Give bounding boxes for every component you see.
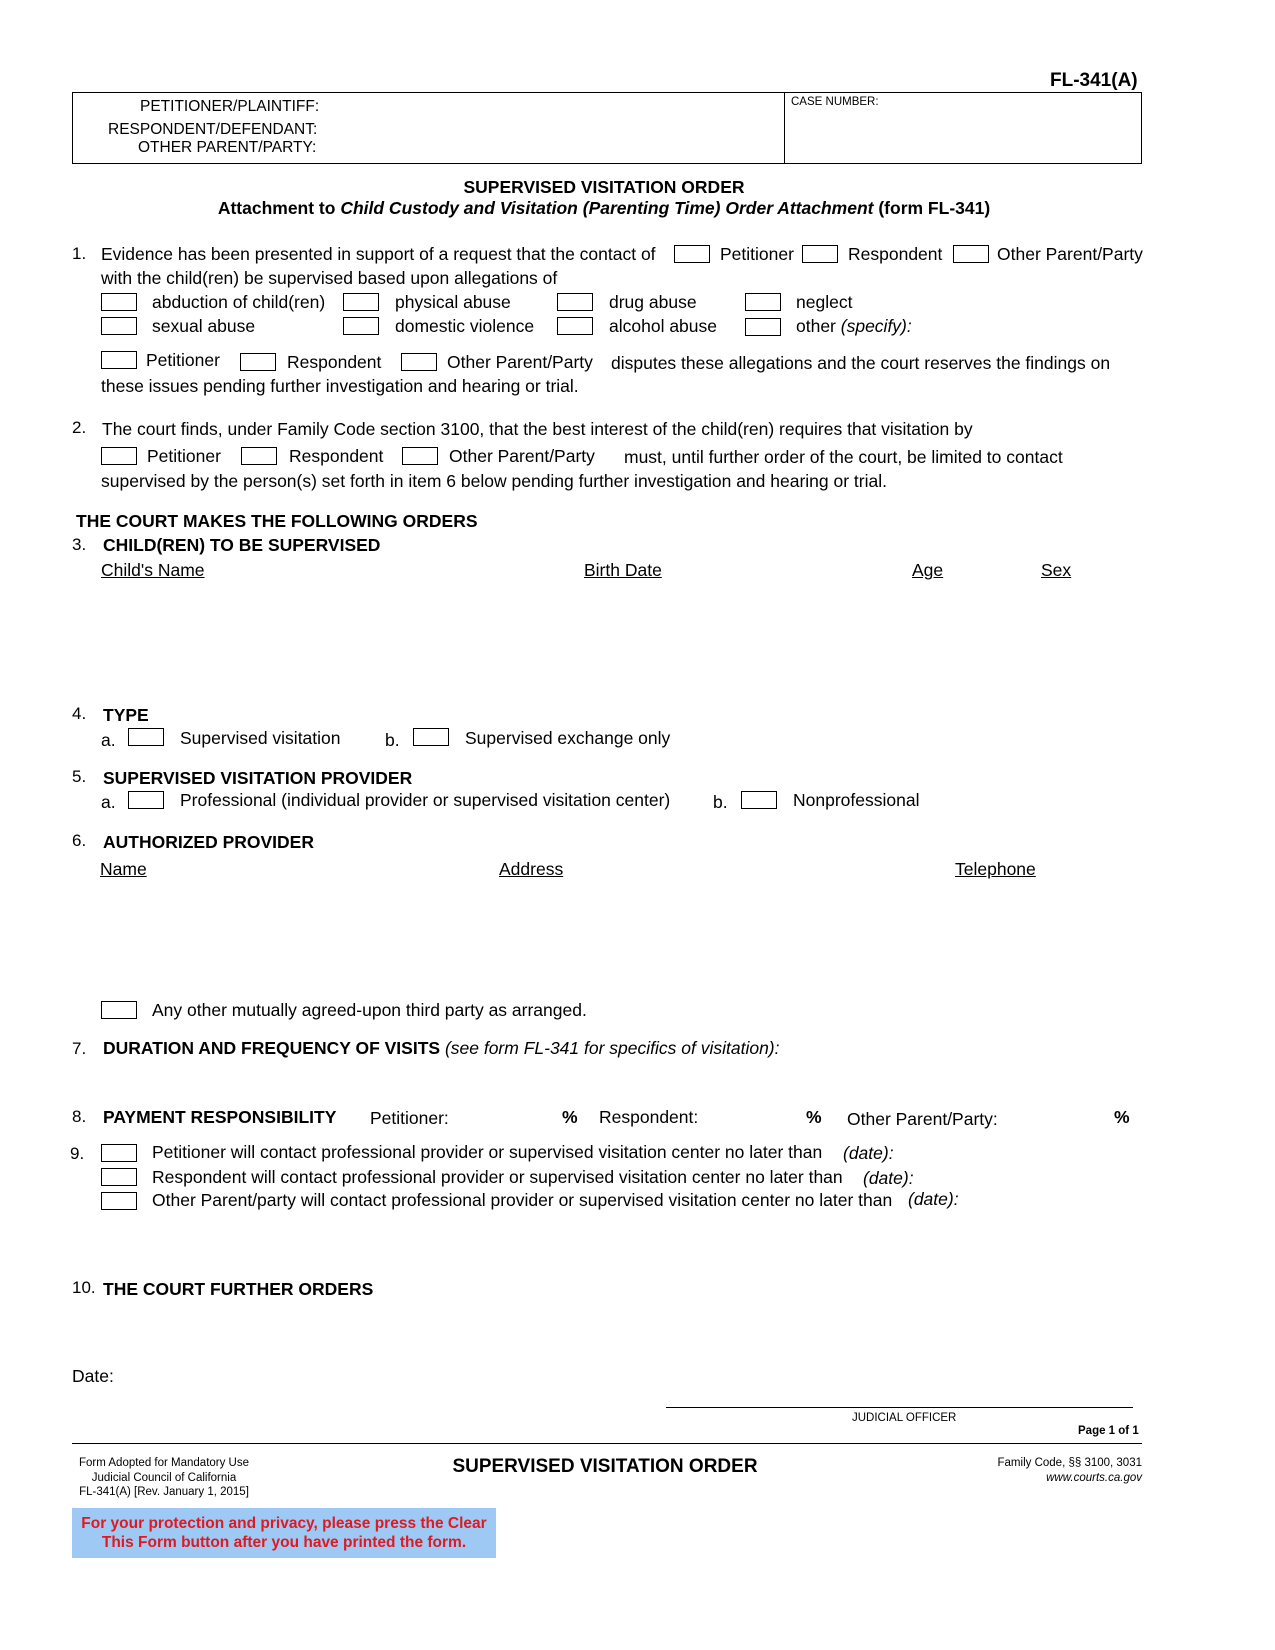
allegation-sexual-label: sexual abuse — [152, 316, 256, 336]
allegation-other-text: other — [796, 316, 836, 336]
item-4-a: a. — [101, 730, 116, 750]
allegation-domestic-checkbox[interactable] — [343, 317, 379, 335]
item-4-b: b. — [385, 730, 400, 750]
item-10-heading: THE COURT FURTHER ORDERS — [103, 1279, 374, 1299]
form-title: SUPERVISED VISITATION ORDER — [463, 177, 745, 197]
dispute-other-checkbox[interactable] — [401, 353, 437, 371]
item-2-other-checkbox[interactable] — [402, 447, 438, 465]
item-1-line1: Evidence has been presented in support of a request that the contact of — [101, 244, 656, 264]
item-2-must-text: must, until further order of the court, be limited to contact — [624, 447, 1063, 467]
privacy-line-1: For your protection and privacy, please press the Clear — [81, 1515, 487, 1532]
allegation-domestic-label: domestic violence — [395, 316, 535, 336]
item-9-number: 9. — [70, 1144, 85, 1163]
allegation-other-checkbox[interactable] — [745, 318, 781, 336]
item-1-number: 1. — [72, 244, 87, 263]
col-provider-telephone: Telephone — [955, 859, 1036, 879]
footer-adopted: Form Adopted for Mandatory Use — [78, 1457, 250, 1469]
item-4-heading: TYPE — [103, 705, 149, 725]
dispute-respondent-label: Respondent — [287, 352, 382, 372]
item-10-number: 10. — [72, 1278, 96, 1297]
footer-website[interactable]: www.courts.ca.gov — [1046, 1471, 1142, 1484]
allegation-physical-label: physical abuse — [395, 292, 511, 312]
item-2-line1: The court finds, under Family Code section 3100, that the best interest of the child(ren) requires that visitation by — [102, 419, 973, 439]
contact-other-text: Other Parent/party will contact professional provider or supervised visitation center no later than — [152, 1190, 893, 1210]
item-1-petitioner-label: Petitioner — [720, 244, 794, 264]
allegation-neglect-checkbox[interactable] — [745, 293, 781, 311]
col-age: Age — [912, 560, 944, 580]
any-other-third-party-checkbox[interactable] — [101, 1001, 137, 1019]
item-7-heading-line — [103, 1038, 780, 1059]
allegation-abduction-checkbox[interactable] — [101, 293, 137, 311]
footer-rule — [72, 1443, 1142, 1444]
privacy-line-2: This Form button after you have printed the form. — [101, 1534, 467, 1551]
form-subtitle — [0, 198, 1208, 219]
supervised-exchange-label: Supervised exchange only — [465, 728, 671, 748]
item-1-line2: with the child(ren) be supervised based upon allegations of — [101, 268, 558, 288]
dispute-petitioner-label: Petitioner — [146, 350, 220, 370]
item-1-petitioner-checkbox[interactable] — [674, 245, 710, 263]
caption-petitioner-label: PETITIONER/PLAINTIFF: — [140, 98, 320, 115]
payment-petitioner-percent: % — [562, 1107, 578, 1127]
item-6-number: 6. — [72, 831, 87, 850]
allegation-sexual-checkbox[interactable] — [101, 317, 137, 335]
item-1-respondent-checkbox[interactable] — [802, 245, 838, 263]
contact-respondent-text: Respondent will contact professional provider or supervised visitation center no later than — [152, 1167, 843, 1187]
item-1-other-label: Other Parent/Party — [997, 244, 1143, 264]
caption-respondent-label: RESPONDENT/DEFENDANT: — [108, 121, 318, 138]
allegation-alcohol-checkbox[interactable] — [557, 317, 593, 335]
supervised-exchange-checkbox[interactable] — [413, 728, 449, 746]
form-id: FL-341(A) — [1050, 70, 1138, 91]
contact-petitioner-checkbox[interactable] — [101, 1144, 137, 1162]
item-4-number: 4. — [72, 704, 87, 723]
judicial-officer-label: JUDICIAL OFFICER — [852, 1412, 957, 1424]
dispute-other-label: Other Parent/Party — [447, 352, 593, 372]
item-7-number: 7. — [72, 1039, 87, 1058]
allegation-physical-checkbox[interactable] — [343, 293, 379, 311]
col-child-name: Child's Name — [101, 560, 205, 580]
subtitle-suffix: (form FL-341) — [878, 198, 991, 218]
contact-petitioner-date-label: (date): — [843, 1143, 894, 1163]
item-8-heading: PAYMENT RESPONSIBILITY — [103, 1107, 337, 1127]
contact-other-checkbox[interactable] — [101, 1192, 137, 1210]
contact-respondent-date-label: (date): — [863, 1168, 914, 1188]
date-label: Date: — [72, 1366, 114, 1386]
privacy-notice — [72, 1508, 496, 1558]
subtitle-prefix: Attachment to — [217, 198, 336, 218]
professional-provider-checkbox[interactable] — [128, 791, 164, 809]
footer-rev: FL-341(A) [Rev. January 1, 2015] — [79, 1486, 249, 1498]
item-5-b: b. — [713, 792, 728, 812]
item-6-heading: AUTHORIZED PROVIDER — [103, 832, 314, 852]
col-provider-name: Name — [100, 859, 147, 879]
item-1-other-checkbox[interactable] — [953, 245, 989, 263]
caption-divider — [784, 92, 785, 164]
item-2-other-label: Other Parent/Party — [449, 446, 595, 466]
item-1-last-line: these issues pending further investigation and hearing or trial. — [101, 376, 579, 396]
dispute-text: disputes these allegations and the court reserves the findings on — [611, 353, 1111, 373]
item-1-respondent-label: Respondent — [848, 244, 943, 264]
payment-respondent-label: Respondent: — [599, 1107, 699, 1127]
page-number: Page 1 of 1 — [1078, 1425, 1139, 1437]
caption-other-label: OTHER PARENT/PARTY: — [138, 139, 317, 156]
item-2-petitioner-label: Petitioner — [147, 446, 221, 466]
dispute-petitioner-checkbox[interactable] — [101, 351, 137, 369]
allegation-alcohol-label: alcohol abuse — [609, 316, 717, 336]
col-birth-date: Birth Date — [584, 560, 662, 580]
payment-petitioner-label: Petitioner: — [370, 1108, 449, 1128]
allegation-other-label — [796, 316, 912, 337]
footer-title: SUPERVISED VISITATION ORDER — [452, 1456, 758, 1477]
subtitle-italic: Child Custody and Visitation (Parenting Time) Order Attachment — [340, 198, 874, 218]
nonprofessional-label: Nonprofessional — [793, 790, 920, 810]
allegation-drug-label: drug abuse — [609, 292, 697, 312]
contact-respondent-checkbox[interactable] — [101, 1168, 137, 1186]
col-sex: Sex — [1041, 560, 1072, 580]
allegation-specify-text: (specify): — [840, 316, 912, 336]
item-2-line3: supervised by the person(s) set forth in item 6 below pending further investigation and hearing or trial. — [101, 471, 887, 491]
item-2-respondent-label: Respondent — [289, 446, 384, 466]
supervised-visitation-checkbox[interactable] — [128, 728, 164, 746]
payment-other-label: Other Parent/Party: — [847, 1109, 998, 1129]
item-2-respondent-checkbox[interactable] — [241, 447, 277, 465]
item-3-number: 3. — [72, 535, 87, 554]
item-5-a: a. — [101, 792, 116, 812]
contact-petitioner-text: Petitioner will contact professional provider or supervised visitation center no later than — [152, 1142, 823, 1162]
col-provider-address: Address — [499, 859, 564, 879]
dispute-respondent-checkbox[interactable] — [240, 353, 276, 371]
professional-provider-label: Professional (individual provider or supervised visitation center) — [180, 790, 671, 810]
supervised-visitation-label: Supervised visitation — [180, 728, 341, 748]
any-other-third-party-label: Any other mutually agreed-upon third party as arranged. — [152, 1000, 587, 1020]
nonprofessional-checkbox[interactable] — [741, 791, 777, 809]
item-7-heading: DURATION AND FREQUENCY OF VISITS — [103, 1038, 441, 1058]
footer-right — [942, 1456, 1142, 1485]
allegation-neglect-label: neglect — [796, 292, 853, 312]
payment-other-percent: % — [1114, 1107, 1130, 1127]
item-7-note: (see form FL-341 for specifics of visitation): — [444, 1038, 780, 1058]
item-5-heading: SUPERVISED VISITATION PROVIDER — [103, 768, 413, 788]
item-5-number: 5. — [72, 767, 87, 786]
footer-council: Judicial Council of California — [91, 1471, 237, 1484]
allegation-drug-checkbox[interactable] — [557, 293, 593, 311]
orders-heading: THE COURT MAKES THE FOLLOWING ORDERS — [76, 511, 478, 531]
item-2-petitioner-checkbox[interactable] — [101, 447, 137, 465]
allegation-abduction-label: abduction of child(ren) — [152, 292, 326, 312]
item-3-heading: CHILD(REN) TO BE SUPERVISED — [103, 535, 381, 555]
item-8-number: 8. — [72, 1107, 87, 1126]
case-number-label: CASE NUMBER: — [791, 96, 879, 108]
payment-respondent-percent: % — [806, 1107, 822, 1127]
signature-line — [666, 1407, 1133, 1408]
contact-other-date-label: (date): — [908, 1189, 959, 1209]
item-2-number: 2. — [72, 418, 87, 437]
footer-code: Family Code, §§ 3100, 3031 — [997, 1457, 1142, 1469]
